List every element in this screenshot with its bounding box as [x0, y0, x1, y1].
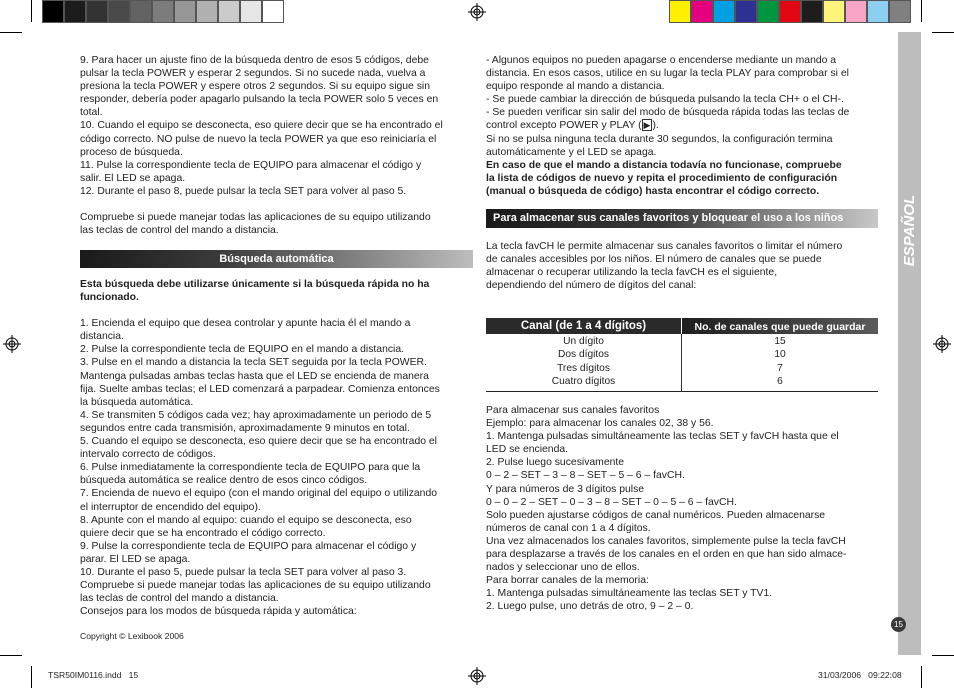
text-line: responder, debería poder apagarlo pulsando la tecla POWER solo 5 veces en	[80, 94, 439, 106]
text-line: 0 – 0 – 2 – SET – 0 – 3 – 8 – SET – 0 – 5 – 6 – favCH.	[486, 496, 737, 508]
timeout-note	[486, 133, 886, 159]
text-line: 3. Pulse en el mando a distancia la tecla SET seguida por la tecla POWER.	[80, 357, 427, 369]
text-line: código correcto. NO pulse de nuevo la tecla POWER ya que eso reiniciaría el	[80, 133, 437, 145]
left-column-lower	[80, 278, 475, 618]
text-line: números de canal con 1 a 4 dígitos.	[486, 522, 651, 534]
copyright: Copyright © Lexibook 2006	[80, 631, 184, 641]
text-line: 1. Mantenga pulsadas simultáneamente las teclas SET y favCH hasta que el	[486, 431, 839, 443]
text-line: las teclas de control del mando a distancia.	[80, 225, 279, 237]
table-cell: Tres dígitos	[557, 362, 610, 374]
text-line: 2. Pulse luego sucesivamente	[486, 457, 625, 469]
color-swatch	[174, 0, 196, 23]
text-line: 4. Se transmiten 5 códigos cada vez; hay aproximadamente un periodo de 5	[80, 409, 432, 421]
text-line: LED se encienda.	[486, 444, 569, 456]
channel-capacity-table	[486, 318, 878, 392]
table-column-digits	[486, 335, 681, 389]
color-swatch	[845, 0, 867, 23]
text-line: 1. Mantenga pulsadas simultáneamente las teclas SET y TV1.	[486, 588, 773, 600]
text-line: 10. Durante el paso 5, puede pulsar la tecla SET para volver al paso 3.	[80, 566, 407, 578]
text-line: 0 – 2 – SET – 3 – 8 – SET – 5 – 6 – favCH.	[486, 470, 685, 482]
text-line: de canales accesibles por los niños. El número de canales que se puede	[486, 254, 822, 266]
text-line: fija. Suelte ambas teclas; el LED comenzará a parpadear. Comienza entonces	[80, 383, 440, 395]
text-line: 1. Encienda el equipo que desea controlar y apunte hacia él el mando a	[80, 318, 411, 330]
text-line: Una vez almacenados los canales favoritos, simplemente pulse la tecla favCH	[486, 535, 846, 547]
play-icon: ▶	[643, 120, 651, 131]
footer-filename: TSR50IM0116.indd 15	[48, 670, 139, 680]
text-line: dependiendo del número de dígitos del canal:	[486, 280, 697, 292]
favorites-steps	[486, 404, 886, 614]
color-swatch	[801, 0, 823, 23]
color-swatch	[669, 0, 691, 23]
text-line: Compruebe si puede manejar todas las aplicaciones de su equipo utilizando	[80, 212, 431, 224]
text-line: Si no se pulsa ninguna tecla durante 30 segundos, la configuración termina	[486, 133, 833, 145]
text-line: el interruptor de encendido del equipo).	[80, 501, 261, 513]
text-line: total.	[80, 107, 103, 119]
troubleshoot-note	[486, 159, 886, 198]
color-swatch	[86, 0, 108, 23]
color-swatch	[130, 0, 152, 23]
text-line: funcionado.	[80, 292, 139, 304]
table-column-counts	[682, 335, 878, 389]
text-line: salir. El LED se apaga.	[80, 172, 186, 184]
text-line: Y para números de 3 dígitos pulse	[486, 483, 645, 495]
color-swatch	[196, 0, 218, 23]
registration-mark-icon	[468, 3, 486, 21]
text-line: la lista de códigos de nuevo y repita el procedimiento de configuración	[486, 172, 838, 184]
color-swatch	[42, 0, 64, 23]
text-line: (manual o búsqueda de código) hasta encontrar el código correcto.	[486, 185, 820, 197]
text-line: 12. Durante el paso 8, puede pulsar la tecla SET para volver al paso 5.	[80, 185, 407, 197]
registration-mark-icon	[933, 335, 951, 353]
text-line: Esta búsqueda debe utilizarse únicamente si la búsqueda rápida no ha	[80, 279, 430, 290]
text-line: 5. Cuando el equipo se desconecta, eso quiere decir que se ha encontrado el	[80, 436, 437, 448]
color-swatch	[262, 0, 284, 23]
text-line: intervalo correcto de códigos.	[80, 449, 216, 461]
text-line: nados y seleccionar uno de ellos.	[486, 562, 640, 574]
text-line: pulsar la tecla POWER y esperar 2 segundos. Si no sucede nada, vuelva a	[80, 68, 426, 80]
right-column	[486, 54, 886, 198]
text-line: Compruebe si puede manejar todas las aplicaciones de su equipo utilizando	[80, 580, 431, 592]
text-line: almacenar o recuperar utilizando la tecla favCH es el siguiente,	[486, 267, 778, 279]
crop-mark	[921, 0, 922, 22]
text-line: 9. Para hacer un ajuste fino de la búsqueda dentro de esos 5 códigos, debe	[80, 55, 429, 66]
text-line: Para almacenar sus canales favoritos	[486, 405, 660, 416]
auto-search-warning	[80, 278, 475, 304]
table-cell: 10	[774, 349, 786, 361]
page-number: 15	[891, 617, 906, 632]
registration-mark-icon	[468, 667, 486, 685]
text-line: 8. Apunte con el mando al equipo: cuando el equipo se desconecta, eso	[80, 514, 412, 526]
text-line: para desplazarse a través de los canales en el orden en que han sido almace-	[486, 549, 847, 561]
text-line: automáticamente y el LED se apaga.	[486, 146, 657, 158]
search-tips	[486, 54, 886, 119]
text-line: 11. Pulse la correspondiente tecla de EQUIPO para almacenar el código y	[80, 159, 422, 171]
text-line: presiona la tecla POWER y espere otros 2 segundos. Si su equipo sigue sin	[80, 81, 431, 93]
color-swatch	[867, 0, 889, 23]
text-line: Para borrar canales de la memoria:	[486, 575, 649, 587]
search-refine-steps	[80, 54, 475, 198]
table-cell: Un dígito	[563, 336, 604, 347]
color-swatch	[823, 0, 845, 23]
color-swatch	[757, 0, 779, 23]
text-line: 9. Pulse la correspondiente tecla de EQUIPO para almacenar el código y	[80, 540, 417, 552]
table-header-channel: Canal (de 1 a 4 dígitos)	[486, 318, 681, 334]
language-side-tab	[898, 32, 921, 655]
table-cell: 6	[777, 376, 783, 388]
text-line: 7. Encienda de nuevo el equipo (con el mando original del equipo o utilizando	[80, 488, 438, 500]
table-cell: 7	[777, 362, 783, 374]
crop-mark	[932, 655, 954, 656]
text-line: la búsqueda automática.	[80, 396, 194, 408]
text-line: distancia. En esos casos, utilice en su lugar la tecla PLAY para comprobar si el	[486, 68, 849, 80]
color-swatch	[889, 0, 911, 23]
text-line: proceso de búsqueda.	[80, 146, 183, 158]
left-column	[80, 54, 475, 237]
table-cell: 15	[774, 336, 786, 347]
text-line: 6. Pulse inmediatamente la correspondiente tecla de EQUIPO para que la	[80, 462, 421, 474]
language-label: ESPAÑOL	[901, 194, 918, 267]
table-cell: Dos dígitos	[558, 349, 609, 361]
text-line: segundos entre cada transmisión, aproximadamente 9 minutos en total.	[80, 422, 410, 434]
text-line: 2. Luego pulse, uno detrás de otro, 9 – 2 – 0.	[486, 601, 694, 613]
crop-mark	[31, 0, 32, 22]
text-line: 2. Pulse la correspondiente tecla de EQUIPO en el mando a distancia.	[80, 344, 405, 356]
text-line: parar. El LED se apaga.	[80, 553, 191, 565]
text-line: búsqueda automática se realice dentro de esos cinco códigos.	[80, 475, 368, 487]
tips-play-line: control excepto POWER y PLAY ( ▶ ).	[486, 120, 659, 132]
crop-mark	[31, 666, 32, 688]
text-line: - Algunos equipos no pueden apagarse o encenderse mediante un mando a	[486, 55, 837, 66]
text-line: En caso de que el mando a distancia todavía no funcionase, compruebe	[486, 159, 842, 171]
text-line: La tecla favCH le permite almacenar sus canales favoritos o limitar el número	[486, 241, 843, 252]
color-swatch	[108, 0, 130, 23]
table-header-count: No. de canales que puede guardar	[682, 318, 878, 334]
color-swatch	[735, 0, 757, 23]
text-line: Mantenga pulsadas ambas teclas hasta que el LED se encienda de manera	[80, 370, 429, 382]
footer-datetime: 31/03/2006 09:22:08	[818, 670, 902, 680]
text-line: Consejos para los modos de búsqueda rápida y automática:	[80, 606, 357, 618]
text-line: las teclas de control del mando a distancia.	[80, 593, 279, 605]
check-paragraph	[80, 211, 475, 237]
registration-mark-icon	[3, 335, 21, 353]
crop-mark	[921, 666, 922, 688]
text-line: distancia.	[80, 331, 124, 343]
text-line: 10. Cuando el equipo se desconecta, eso quiere decir que se ha encontrado el	[80, 120, 443, 132]
color-swatch	[64, 0, 86, 23]
text-line: - Se puede cambiar la dirección de búsqueda pulsando la tecla CH+ o el CH-.	[486, 94, 844, 106]
text-line: Ejemplo: para almacenar los canales 02, 38 y 56.	[486, 418, 714, 430]
color-swatch	[152, 0, 174, 23]
color-swatch	[240, 0, 262, 23]
color-swatch	[779, 0, 801, 23]
table-cell: Cuatro dígitos	[551, 376, 616, 388]
section-heading-auto-search: Búsqueda automática	[80, 250, 473, 268]
text-line: equipo responde al mando a distancia.	[486, 81, 665, 93]
color-swatch	[218, 0, 240, 23]
section-heading-favorites: Para almacenar sus canales favoritos y bloquear el uso a los niños	[486, 209, 878, 228]
crop-mark	[932, 32, 954, 33]
color-swatch	[691, 0, 713, 23]
crop-mark	[0, 32, 22, 33]
text-line: quiere decir que se ha encontrado el código correcto.	[80, 527, 326, 539]
text-line: - Se pueden verificar sin salir del modo de búsqueda rápida todas las teclas de	[486, 107, 850, 119]
favorites-intro	[486, 240, 886, 292]
text-line: Solo pueden ajustarse códigos de canal numéricos. Pueden almacenarse	[486, 509, 826, 521]
color-swatch	[713, 0, 735, 23]
auto-search-steps	[80, 317, 475, 618]
crop-mark	[0, 655, 22, 656]
